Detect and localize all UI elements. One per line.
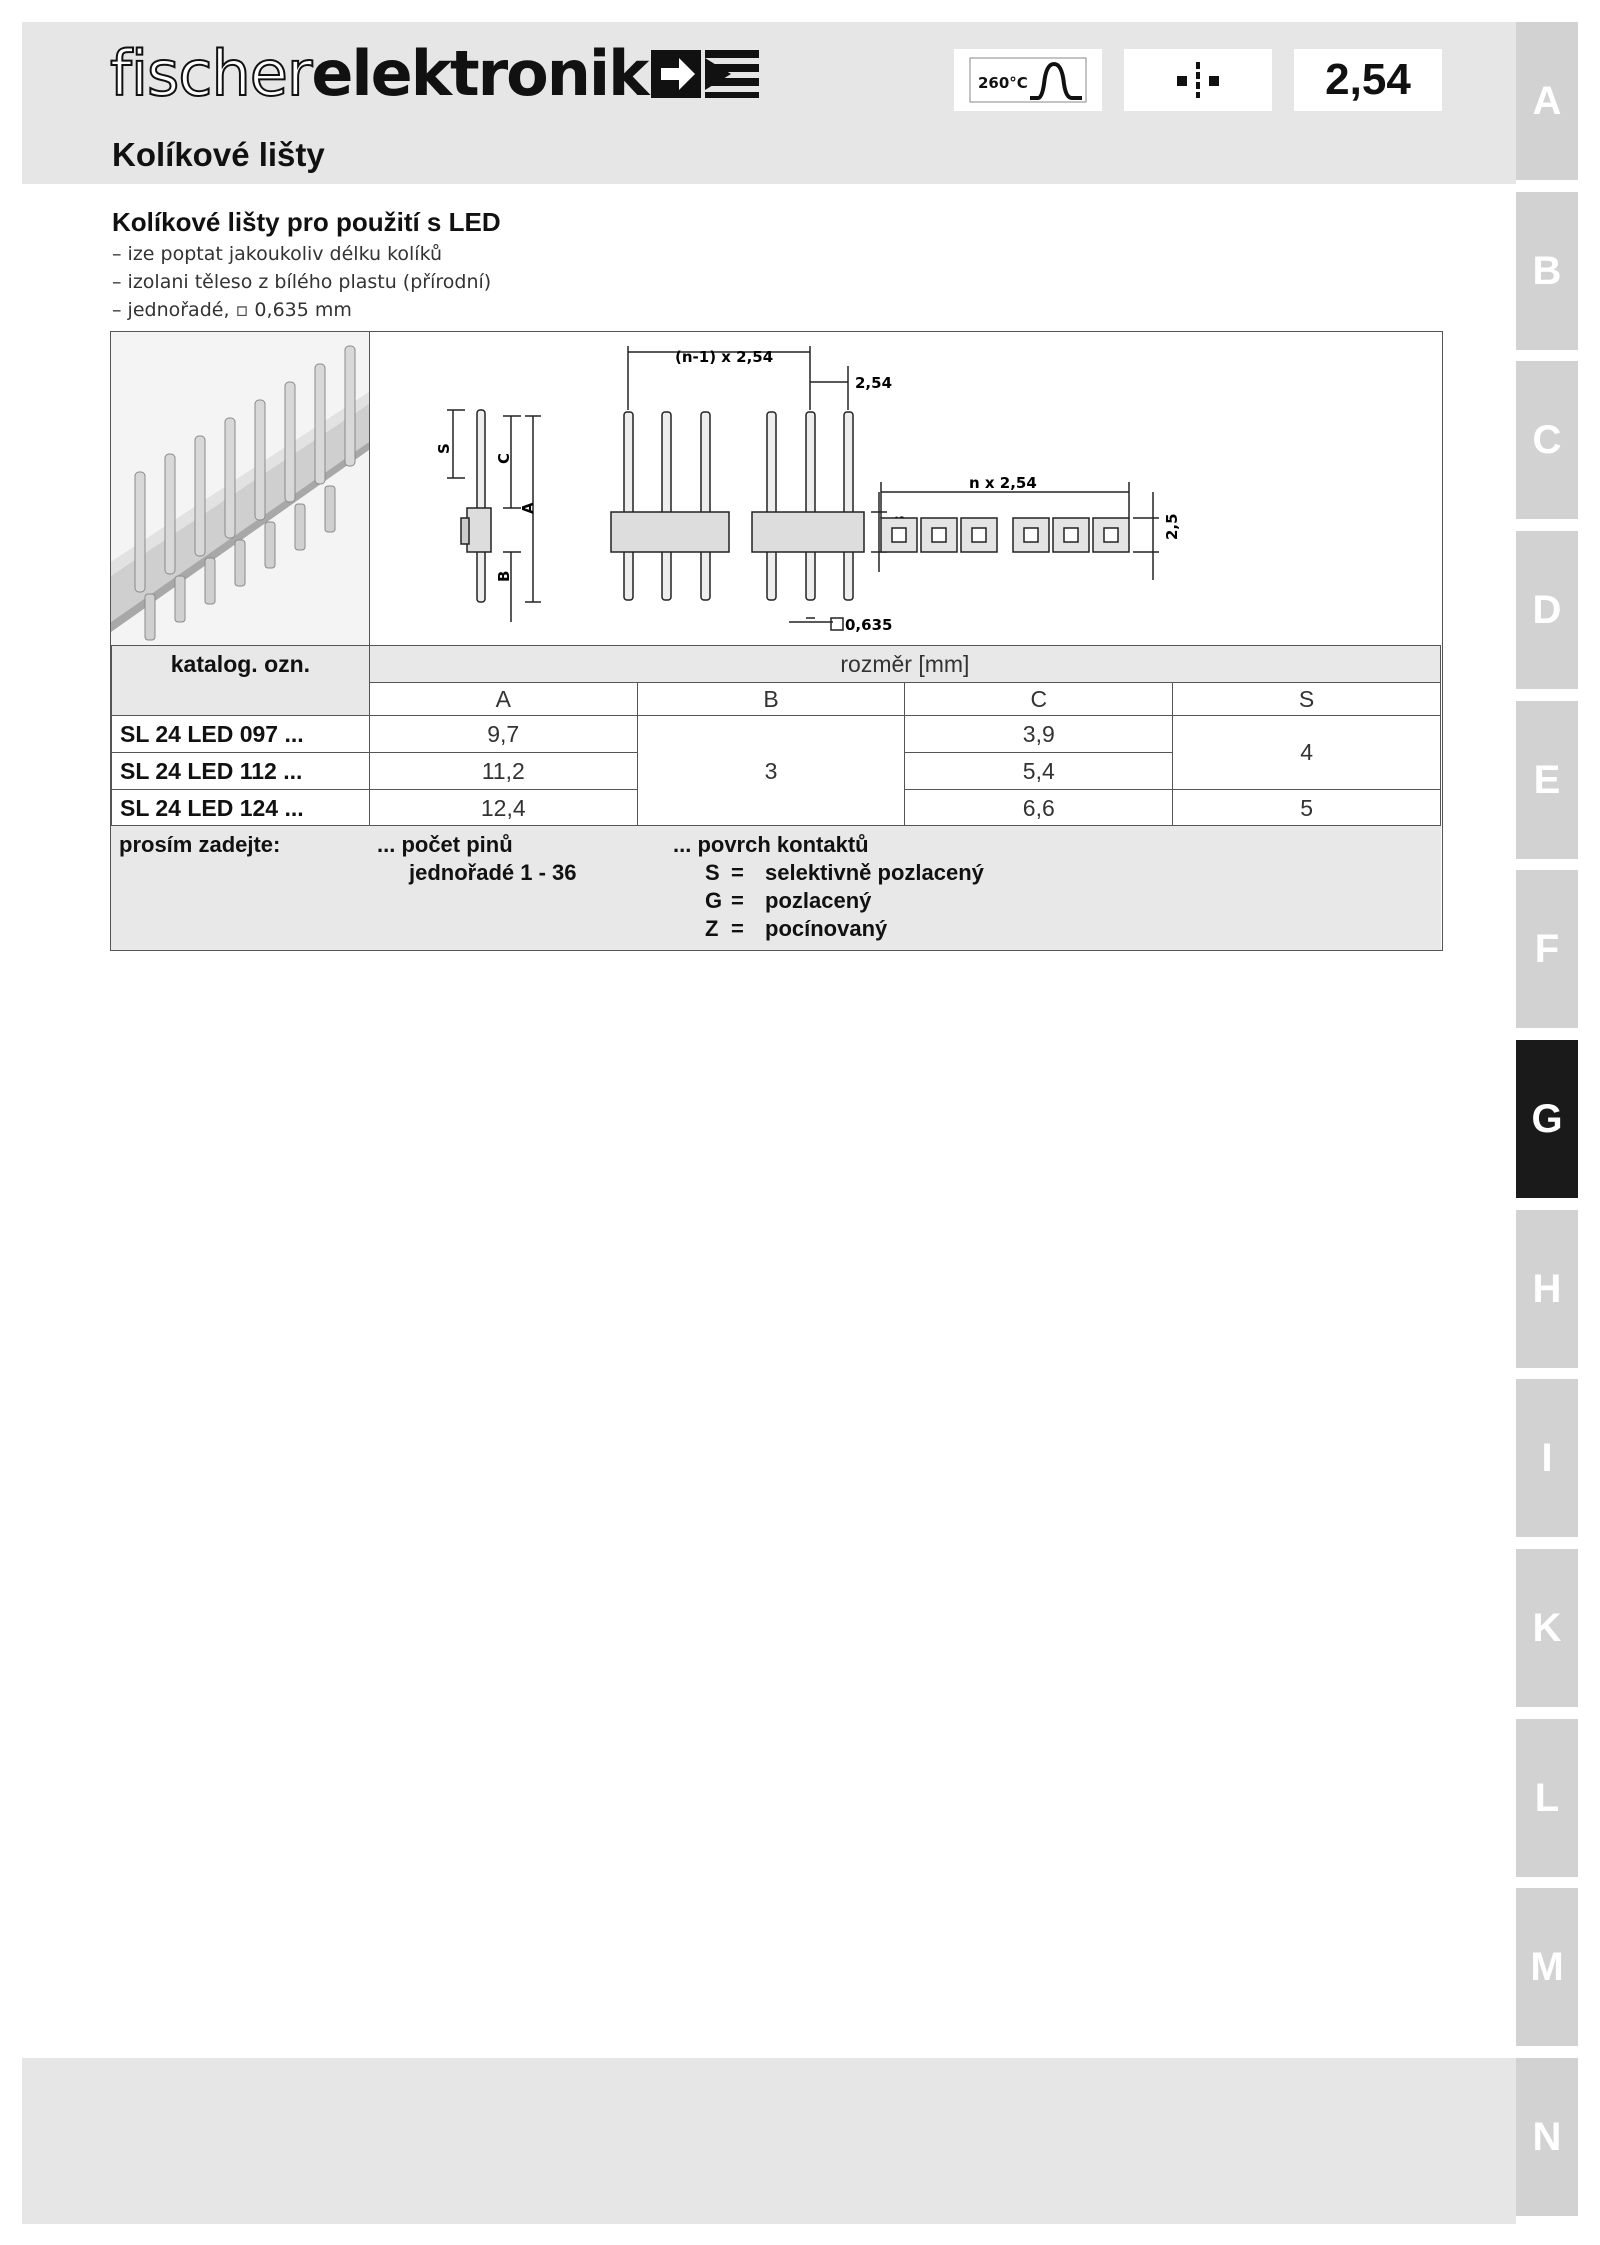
- header-a: A: [369, 683, 637, 716]
- header-catalog: katalog. ozn.: [112, 646, 370, 683]
- side-tab-c[interactable]: C: [1516, 361, 1578, 519]
- side-tab-e[interactable]: E: [1516, 701, 1578, 859]
- feature-item: – ize poptat jakoukoliv délku kolíků: [112, 243, 443, 265]
- side-tab-a[interactable]: A: [1516, 22, 1578, 180]
- front-view: [611, 412, 864, 600]
- dimension-drawing: [369, 332, 1441, 645]
- product-photo: [111, 332, 370, 645]
- spec-table: [111, 645, 1441, 827]
- header-c: C: [905, 683, 1173, 716]
- side-tab-g[interactable]: G: [1516, 1040, 1578, 1198]
- brand-logo: [110, 37, 759, 110]
- option-eq: =: [731, 860, 744, 885]
- logo-text-fischer: fischer: [110, 37, 312, 110]
- table-subheader-row: [112, 683, 1441, 716]
- order-info: [111, 825, 1441, 950]
- pitch-value: 2,54: [1294, 49, 1442, 111]
- pitch-symbol-badge: [1124, 49, 1272, 111]
- cell-a: 9,7: [369, 716, 637, 753]
- dim-label-c: C: [495, 452, 513, 464]
- section-title: Kolíkové lišty pro použití s LED: [112, 207, 501, 237]
- side-tab-d[interactable]: D: [1516, 531, 1578, 689]
- order-pins-range: jednořadé 1 - 36: [409, 860, 577, 885]
- order-pins-label: ... počet pinů: [377, 832, 513, 857]
- cell-s-merged: 4: [1173, 716, 1441, 790]
- pitch-symbol-icon: [1163, 60, 1233, 100]
- cell-a: 12,4: [369, 790, 637, 827]
- side-tab-m[interactable]: M: [1516, 1888, 1578, 2046]
- option-value: pocínovaný: [765, 916, 888, 941]
- cell-c: 5,4: [905, 753, 1173, 790]
- top-view: [881, 518, 1129, 552]
- footer-band: [22, 2058, 1516, 2224]
- solder-profile-icon: [968, 54, 1088, 106]
- option-key: Z: [705, 916, 719, 941]
- cell-b-merged: 3: [637, 716, 905, 827]
- option-key: S: [705, 860, 720, 885]
- dim-label-n-pitch: n x 2,54: [969, 474, 1037, 492]
- side-view: [447, 410, 541, 622]
- feature-item: – izolani těleso z bílého plastu (přírodní): [112, 271, 492, 293]
- side-tab-k[interactable]: K: [1516, 1549, 1578, 1707]
- option-value: pozlacený: [765, 888, 872, 913]
- dim-label-pitch: 2,54: [855, 374, 893, 392]
- technical-drawing: [369, 332, 1441, 645]
- feature-item: – jednořadé, ▫ 0,635 mm: [112, 299, 352, 321]
- catalog-code: SL 24 LED 097 ...: [112, 716, 370, 753]
- side-tab-l[interactable]: L: [1516, 1719, 1578, 1877]
- dim-label-a: A: [519, 502, 537, 514]
- order-label: prosím zadejte:: [119, 832, 281, 857]
- option-eq: =: [731, 916, 744, 941]
- dim-label-n1-pitch: (n-1) x 2,54: [675, 348, 774, 366]
- cell-s: 5: [1173, 790, 1441, 827]
- option-eq: =: [731, 888, 744, 913]
- feature-list: [112, 240, 491, 324]
- logo-text-elektronik: elektronik: [311, 37, 648, 110]
- catalog-code: SL 24 LED 124 ...: [112, 790, 370, 827]
- catalog-code: SL 24 LED 112 ...: [112, 753, 370, 790]
- side-tab-h[interactable]: H: [1516, 1210, 1578, 1368]
- cell-c: 3,9: [905, 716, 1173, 753]
- side-tab-n[interactable]: N: [1516, 2058, 1578, 2216]
- option-value: selektivně pozlacený: [765, 860, 984, 885]
- temperature-label: 260°C: [978, 74, 1028, 92]
- dim-label-width: 2,5: [1163, 513, 1181, 540]
- header-catalog-spacer: [112, 683, 370, 716]
- product-box: [110, 331, 1443, 951]
- side-tab-b[interactable]: B: [1516, 192, 1578, 350]
- header-s: S: [1173, 683, 1441, 716]
- dim-label-b: B: [495, 570, 513, 582]
- solder-temperature-badge: [954, 49, 1102, 111]
- page-title: Kolíkové lišty: [112, 136, 325, 173]
- dim-label-pin: 0,635: [845, 616, 893, 634]
- cell-a: 11,2: [369, 753, 637, 790]
- cell-c: 6,6: [905, 790, 1173, 827]
- table-row: [112, 716, 1441, 753]
- option-key: G: [705, 888, 723, 913]
- table-header-row: [112, 646, 1441, 683]
- logo-mark-icon: [651, 46, 759, 102]
- pin-header-photo-icon: [111, 332, 369, 645]
- side-tab-i[interactable]: I: [1516, 1379, 1578, 1537]
- header-dimension: rozměr [mm]: [369, 646, 1440, 683]
- order-surface-label: ... povrch kontaktů: [673, 832, 869, 857]
- side-tab-f[interactable]: F: [1516, 870, 1578, 1028]
- header-b: B: [637, 683, 905, 716]
- dim-label-s: S: [435, 443, 453, 454]
